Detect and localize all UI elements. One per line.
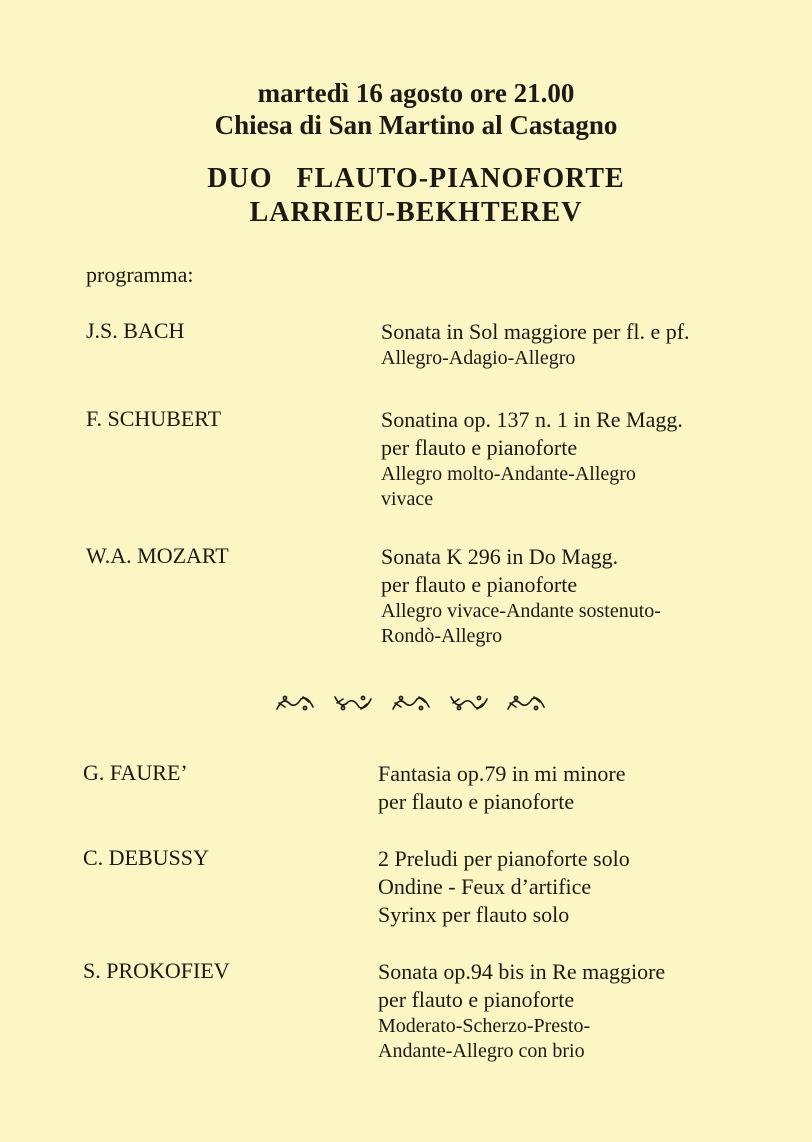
work-pieces: Ondine - Feux d’artifice [378,874,592,899]
work-movements: Allegro molto-Andante-Allegro [381,463,636,485]
work-movements-cont: Rondò-Allegro [381,625,503,647]
work-movements: Allegro vivace-Andante sostenuto- [381,600,661,622]
work-title: Fantasia op.79 in mi minore [378,761,626,786]
work-description [378,958,778,1064]
work-instrumentation: per flauto e pianoforte [378,987,575,1012]
composer-name: G. FAURE’ [83,760,188,785]
work-description [378,760,778,816]
composer-name: F. SCHUBERT [86,406,222,431]
work-description [381,543,781,649]
work-instrumentation: per flauto e pianoforte [381,572,578,597]
work-instrumentation: per flauto e pianoforte [378,789,575,814]
composer-name: J.S. BACH [86,318,185,343]
work-movements-cont: Andante-Allegro con brio [378,1040,585,1062]
work-title: 2 Preludi per pianoforte solo [378,846,630,871]
programma-label: programma: [86,262,194,287]
composer-name: C. DEBUSSY [83,845,209,870]
work-title: Sonata K 296 in Do Magg. [381,544,619,569]
work-title: Sonata op.94 bis in Re maggiore [378,959,666,984]
concert-date: martedì 16 agosto ore 21.00 [257,78,575,108]
work-movements-cont: vivace [381,488,434,510]
performers-names: LARRIEU-BEKHTEREV [249,197,583,228]
work-title: Sonatina op. 137 n. 1 in Re Magg. [381,407,683,432]
work-title: Sonata in Sol maggiore per fl. e pf. [381,319,690,344]
ensemble-title: DUO FLAUTO-PIANOFORTE [207,163,625,194]
concert-venue: Chiesa di San Martino al Castagno [214,110,618,140]
work-movements: Allegro-Adagio-Allegro [381,347,576,369]
work-description [381,406,781,512]
work-instrumentation: per flauto e pianoforte [381,435,578,460]
work-description [381,318,781,371]
work-extra: Syrinx per flauto solo [378,902,570,927]
ornament-divider-icon [0,693,812,713]
composer-name: S. PROKOFIEV [83,958,230,983]
work-description [378,845,778,929]
composer-name: W.A. MOZART [86,543,229,568]
work-movements: Moderato-Scherzo-Presto- [378,1015,591,1037]
